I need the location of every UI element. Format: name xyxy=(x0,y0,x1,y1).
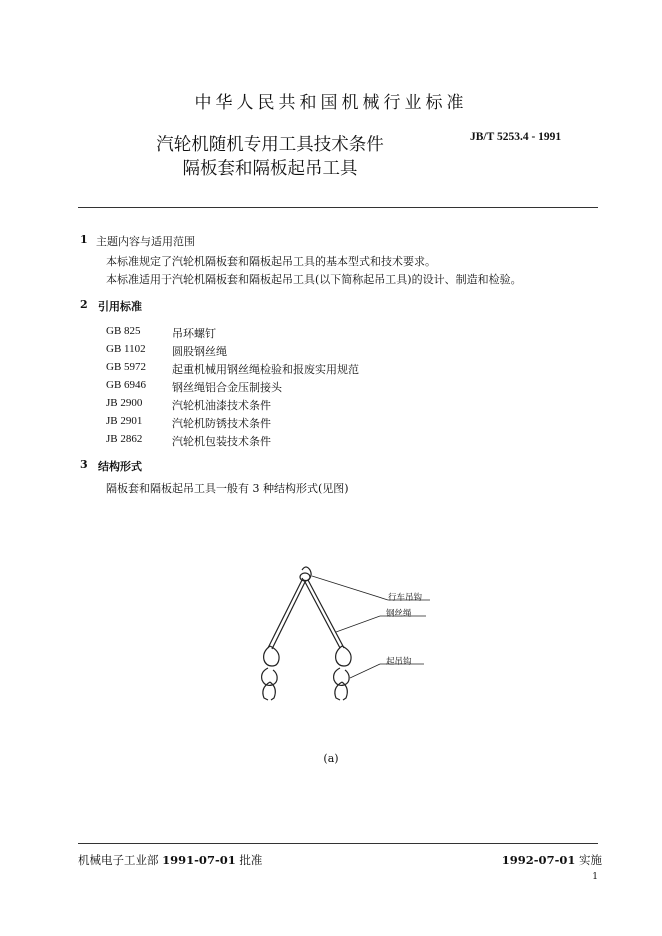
reference-name: 起重机械用钢丝绳检验和报废实用规范 xyxy=(172,363,359,376)
reference-name: 吊环螺钉 xyxy=(172,327,216,340)
lifting-tool-figure xyxy=(240,560,440,720)
reference-name: 汽轮机包装技术条件 xyxy=(172,435,271,448)
section-3-paragraph: 隔板套和隔板起吊工具一般有 3 种结构形式(见图) xyxy=(106,482,349,495)
document-title-line1: 汽轮机随机专用工具技术条件 xyxy=(156,135,384,155)
footer-divider xyxy=(78,843,598,844)
effective-date: 1992-07-01 xyxy=(501,853,576,867)
reference-code: JB 2862 xyxy=(106,433,143,445)
reference-name: 圆股钢丝绳 xyxy=(172,345,227,358)
section-1-paragraph-1: 本标准规定了汽轮机隔板套和隔板起吊工具的基本型式和技术要求。 xyxy=(106,255,436,268)
section-2-heading: 引用标准 xyxy=(98,300,142,313)
reference-code: JB 2900 xyxy=(106,397,143,409)
reference-name: 汽轮机防锈技术条件 xyxy=(172,417,271,430)
approval-label: 批准 xyxy=(239,853,263,867)
reference-name: 汽轮机油漆技术条件 xyxy=(172,399,271,412)
effective-label: 实施 xyxy=(579,853,602,867)
reference-code: GB 6946 xyxy=(106,379,147,391)
document-title-line2: 隔板套和隔板起吊工具 xyxy=(182,159,358,179)
reference-code: GB 5972 xyxy=(106,361,147,373)
section-1-paragraph-2: 本标准适用于汽轮机隔板套和隔板起吊工具(以下简称起吊工具)的设计、制造和检验。 xyxy=(106,273,522,286)
approval-line xyxy=(78,852,262,868)
page-number: 1 xyxy=(592,872,598,882)
reference-name: 钢丝绳铝合金压制接头 xyxy=(172,381,282,394)
callout-lifting-hook: 起吊钩 xyxy=(386,657,412,667)
reference-code: GB 825 xyxy=(106,325,141,337)
approval-date: 1991-07-01 xyxy=(162,853,236,867)
section-3-heading: 结构形式 xyxy=(98,460,142,473)
callout-wire-rope: 钢丝绳 xyxy=(386,609,412,619)
effective-line xyxy=(502,852,602,868)
section-3-number: 3 xyxy=(80,458,88,471)
approving-authority: 机械电子工业部 xyxy=(78,853,159,867)
callout-crane-hook: 行车吊钩 xyxy=(388,593,423,603)
header-divider xyxy=(78,207,598,208)
reference-code: GB 1102 xyxy=(106,343,146,355)
section-2-number: 2 xyxy=(80,298,88,311)
standard-number: JB/T 5253.4 - 1991 xyxy=(470,131,562,143)
figure-caption: (a) xyxy=(323,752,339,765)
section-1-number: 1 xyxy=(80,233,88,246)
section-1-heading: 主题内容与适用范围 xyxy=(96,235,195,248)
reference-code: JB 2901 xyxy=(106,415,143,427)
standard-category-title: 中华人民共和国机械行业标准 xyxy=(194,93,468,113)
